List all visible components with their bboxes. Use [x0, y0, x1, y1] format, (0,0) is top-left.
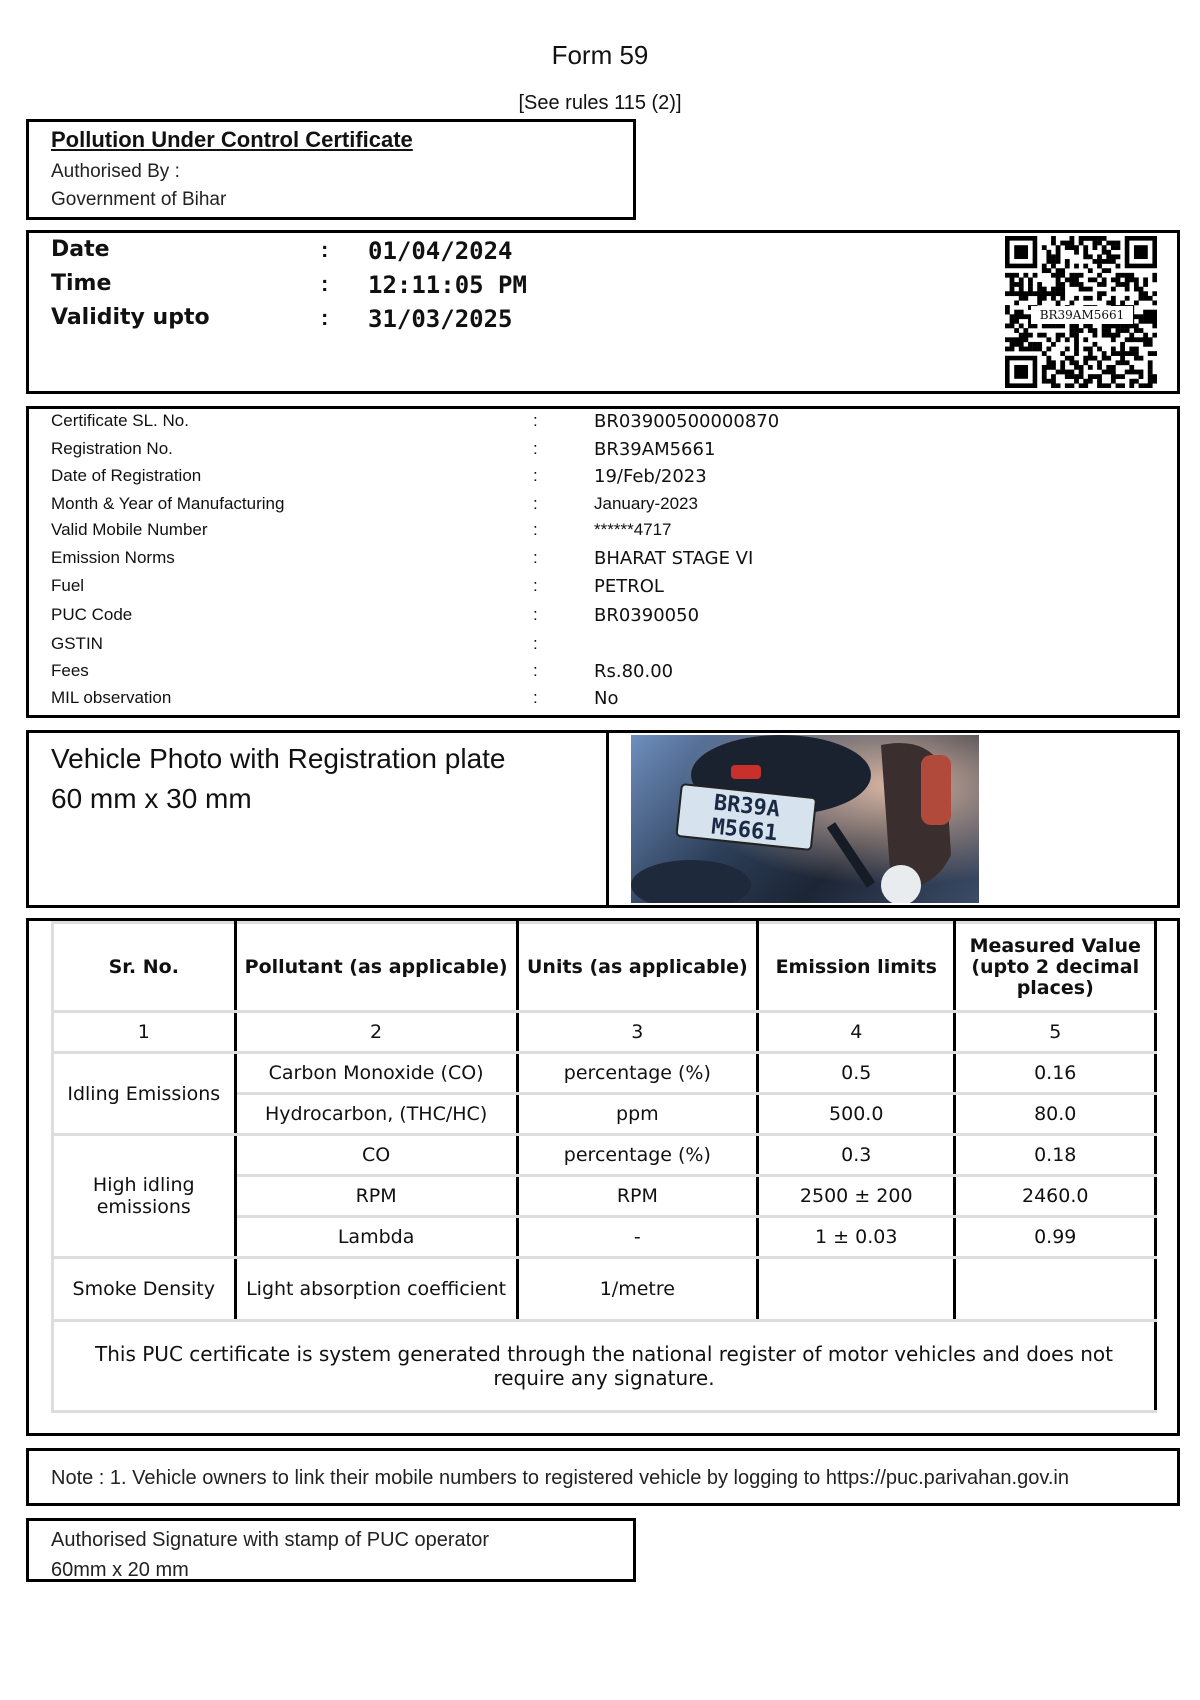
- measured-cell: 0.99: [955, 1217, 1156, 1258]
- date-colon: :: [321, 237, 329, 262]
- time-value: 12:11:05 PM: [368, 271, 527, 299]
- detail-colon: :: [533, 520, 538, 539]
- measured-cell: 2460.0: [955, 1176, 1156, 1217]
- detail-colon: :: [533, 688, 538, 707]
- photo-caption-size: 60 mm x 30 mm: [51, 783, 252, 814]
- table-number-row: [53, 1012, 1156, 1053]
- qr-code-icon: [1005, 236, 1157, 388]
- vehicle-photo: [631, 735, 979, 903]
- date-value: 01/04/2024: [368, 237, 513, 265]
- plate-text-line1: BR39A: [712, 790, 782, 823]
- detail-colon: :: [533, 411, 538, 430]
- unit-cell: percentage (%): [517, 1135, 757, 1176]
- detail-label: Fuel: [51, 576, 85, 595]
- detail-label: Registration No.: [51, 439, 173, 458]
- detail-value: BR03900500000870: [594, 411, 780, 432]
- note-box: [26, 1448, 1180, 1506]
- detail-colon: :: [533, 466, 538, 485]
- photo-caption: [51, 739, 506, 819]
- detail-label: Certificate SL. No.: [51, 411, 189, 430]
- plate-text-line2: M5661: [710, 814, 779, 847]
- pollutant-cell: Lambda: [235, 1217, 517, 1258]
- detail-label: PUC Code: [51, 605, 133, 624]
- detail-value: No: [594, 688, 619, 709]
- photo-caption-title: Vehicle Photo with Registration plate: [51, 743, 506, 774]
- header-measured-value: Measured Value (upto 2 decimal places): [955, 923, 1156, 1012]
- emissions-table: [51, 921, 1157, 1413]
- group-high-idling-emissions: High idling emissions: [53, 1135, 236, 1258]
- column-number: 2: [235, 1012, 517, 1053]
- detail-colon: :: [533, 661, 538, 680]
- limit-cell: 500.0: [758, 1094, 955, 1135]
- detail-colon: :: [533, 576, 538, 595]
- table-row: [53, 1053, 1156, 1094]
- measured-cell: 0.18: [955, 1135, 1156, 1176]
- signature-label: Authorised Signature with stamp of PUC operator: [51, 1529, 489, 1551]
- detail-label: Valid Mobile Number: [51, 520, 208, 539]
- detail-value: PETROL: [594, 576, 664, 597]
- measured-cell: [955, 1258, 1156, 1321]
- detail-colon: :: [533, 605, 538, 624]
- detail-value: BR0390050: [594, 605, 700, 626]
- signature-size: 60mm x 20 mm: [51, 1559, 189, 1581]
- detail-value: BHARAT STAGE VI: [594, 548, 754, 569]
- detail-colon: :: [533, 548, 538, 567]
- pollutant-cell: Hydrocarbon, (THC/HC): [235, 1094, 517, 1135]
- mobile-link-note: Note : 1. Vehicle owners to link their mobile numbers to registered vehicle by logging to https://puc.parivahan.gov.in: [51, 1467, 1069, 1489]
- detail-value: 19/Feb/2023: [594, 466, 707, 487]
- time-colon: :: [321, 271, 329, 296]
- unit-cell: -: [517, 1217, 757, 1258]
- detail-colon: :: [533, 634, 538, 653]
- detail-colon: :: [533, 494, 538, 513]
- measured-cell: 80.0: [955, 1094, 1156, 1135]
- limit-cell: [758, 1258, 955, 1321]
- unit-cell: RPM: [517, 1176, 757, 1217]
- unit-cell: ppm: [517, 1094, 757, 1135]
- detail-colon: :: [533, 439, 538, 458]
- table-header-row: [53, 923, 1156, 1012]
- pollutant-cell: Carbon Monoxide (CO): [235, 1053, 517, 1094]
- date-box: [26, 230, 1180, 394]
- column-number: 3: [517, 1012, 757, 1053]
- limit-cell: 0.5: [758, 1053, 955, 1094]
- validity-value: 31/03/2025: [368, 305, 513, 333]
- authorised-by-label: Authorised By :: [51, 161, 180, 182]
- pollutant-cell: CO: [235, 1135, 517, 1176]
- government-name: Government of Bihar: [51, 189, 227, 210]
- limit-cell: 1 ± 0.03: [758, 1217, 955, 1258]
- form-title: Form 59: [551, 40, 649, 70]
- group-idling-emissions: Idling Emissions: [53, 1053, 236, 1135]
- table-footer-row: [53, 1321, 1156, 1412]
- date-label: Date: [51, 237, 110, 262]
- measured-cell: 0.16: [955, 1053, 1156, 1094]
- column-number: 5: [955, 1012, 1156, 1053]
- time-label: Time: [51, 271, 112, 296]
- detail-label: MIL observation: [51, 688, 172, 707]
- detail-label: Fees: [51, 661, 89, 680]
- table-row: [53, 1258, 1156, 1321]
- group-smoke-density: Smoke Density: [53, 1258, 236, 1321]
- validity-colon: :: [321, 305, 329, 330]
- pollutant-cell: Light absorption coefficient: [235, 1258, 517, 1321]
- detail-label: Emission Norms: [51, 548, 175, 567]
- limit-cell: 2500 ± 200: [758, 1176, 955, 1217]
- detail-value: BR39AM5661: [594, 439, 716, 460]
- authority-box: [26, 119, 636, 220]
- column-number: 1: [53, 1012, 236, 1053]
- form-rule-reference: [See rules 115 (2)]: [518, 92, 682, 114]
- header-sr-no: Sr. No.: [53, 923, 236, 1012]
- detail-value: January-2023: [594, 494, 698, 513]
- detail-value: Rs.80.00: [594, 661, 674, 682]
- system-generated-note: This PUC certificate is system generated through the national register of motor vehicles and does not require any signature.: [53, 1321, 1156, 1412]
- certificate-heading: Pollution Under Control Certificate: [51, 127, 413, 152]
- detail-label: GSTIN: [51, 634, 103, 653]
- vehicle-photo-box: [26, 730, 1180, 908]
- detail-value: ******4717: [594, 520, 672, 539]
- unit-cell: 1/metre: [517, 1258, 757, 1321]
- header-pollutant: Pollutant (as applicable): [235, 923, 517, 1012]
- vehicle-details-box: [26, 406, 1180, 718]
- header-emission-limits: Emission limits: [758, 923, 955, 1012]
- header-units: Units (as applicable): [517, 923, 757, 1012]
- qr-registration-text: BR39AM5661: [1031, 306, 1133, 324]
- signature-box: [26, 1518, 636, 1582]
- detail-label: Month & Year of Manufacturing: [51, 494, 285, 513]
- photo-divider: [606, 733, 609, 905]
- limit-cell: 0.3: [758, 1135, 955, 1176]
- emissions-table-box: [26, 918, 1180, 1436]
- column-number: 4: [758, 1012, 955, 1053]
- detail-label: Date of Registration: [51, 466, 202, 485]
- validity-label: Validity upto: [51, 305, 210, 330]
- pollutant-cell: RPM: [235, 1176, 517, 1217]
- table-row: [53, 1135, 1156, 1176]
- unit-cell: percentage (%): [517, 1053, 757, 1094]
